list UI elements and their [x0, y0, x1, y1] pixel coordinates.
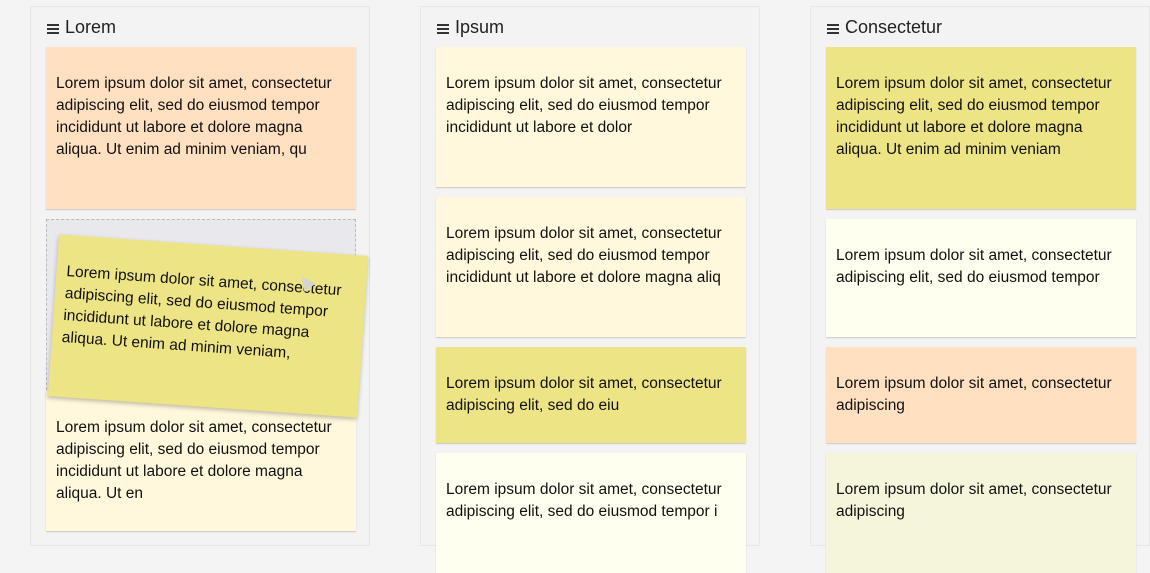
card-text: Lorem ipsum dolor sit amet, consectetur adipiscing elit, sed do eiu [446, 375, 722, 414]
dragging-card[interactable] [48, 234, 369, 417]
column-consectetur [810, 6, 1150, 546]
column-header[interactable] [437, 17, 504, 38]
card[interactable] [826, 453, 1136, 573]
card-text: Lorem ipsum dolor sit amet, consectetur adipiscing elit, sed do eiusmod tempor incididunt ut labore et dolore magna aliqua. Ut enim ad minim veniam, [61, 263, 343, 362]
column-title: Consectetur [845, 17, 943, 37]
card-text: Lorem ipsum dolor sit amet, consectetur adipiscing elit, sed do eiusmod tempor incididunt ut labore et dolor [446, 75, 722, 136]
card-text: Lorem ipsum dolor sit amet, consectetur adipiscing elit, sed do eiusmod tempor incididunt ut labore et dolore magna aliqua. Ut en [56, 419, 332, 502]
card[interactable] [826, 347, 1136, 443]
menu-icon[interactable] [437, 24, 449, 34]
card[interactable] [46, 47, 356, 209]
column-title: Ipsum [455, 17, 505, 37]
card[interactable] [436, 453, 746, 573]
card-text: Lorem ipsum dolor sit amet, consectetur adipiscing elit, sed do eiusmod tempor incididunt ut labore et dolore magna aliqua. Ut enim ad minim veniam [836, 75, 1112, 158]
column-title: Lorem [65, 17, 117, 37]
card-text: Lorem ipsum dolor sit amet, consectetur adipiscing elit, sed do eiusmod tempor [836, 247, 1112, 286]
card[interactable] [436, 47, 746, 187]
card[interactable] [826, 47, 1136, 209]
column-header[interactable] [47, 17, 116, 38]
card[interactable] [826, 219, 1136, 337]
menu-icon[interactable] [47, 24, 59, 34]
column-lorem [30, 6, 370, 546]
card-text: Lorem ipsum dolor sit amet, consectetur adipiscing [836, 481, 1112, 520]
column-ipsum [420, 6, 760, 546]
card[interactable] [436, 347, 746, 443]
menu-icon[interactable] [827, 24, 839, 34]
card-text: Lorem ipsum dolor sit amet, consectetur adipiscing elit, sed do eiusmod tempor incididunt ut labore et dolore magna aliq [446, 225, 722, 286]
card-text: Lorem ipsum dolor sit amet, consectetur adipiscing elit, sed do eiusmod tempor incididunt ut labore et dolore magna aliqua. Ut enim ad minim veniam, qu [56, 75, 332, 158]
card-text: Lorem ipsum dolor sit amet, consectetur adipiscing [836, 375, 1112, 414]
column-header[interactable] [827, 17, 942, 38]
card[interactable] [436, 197, 746, 337]
card-text: Lorem ipsum dolor sit amet, consectetur adipiscing elit, sed do eiusmod tempor i [446, 481, 722, 520]
